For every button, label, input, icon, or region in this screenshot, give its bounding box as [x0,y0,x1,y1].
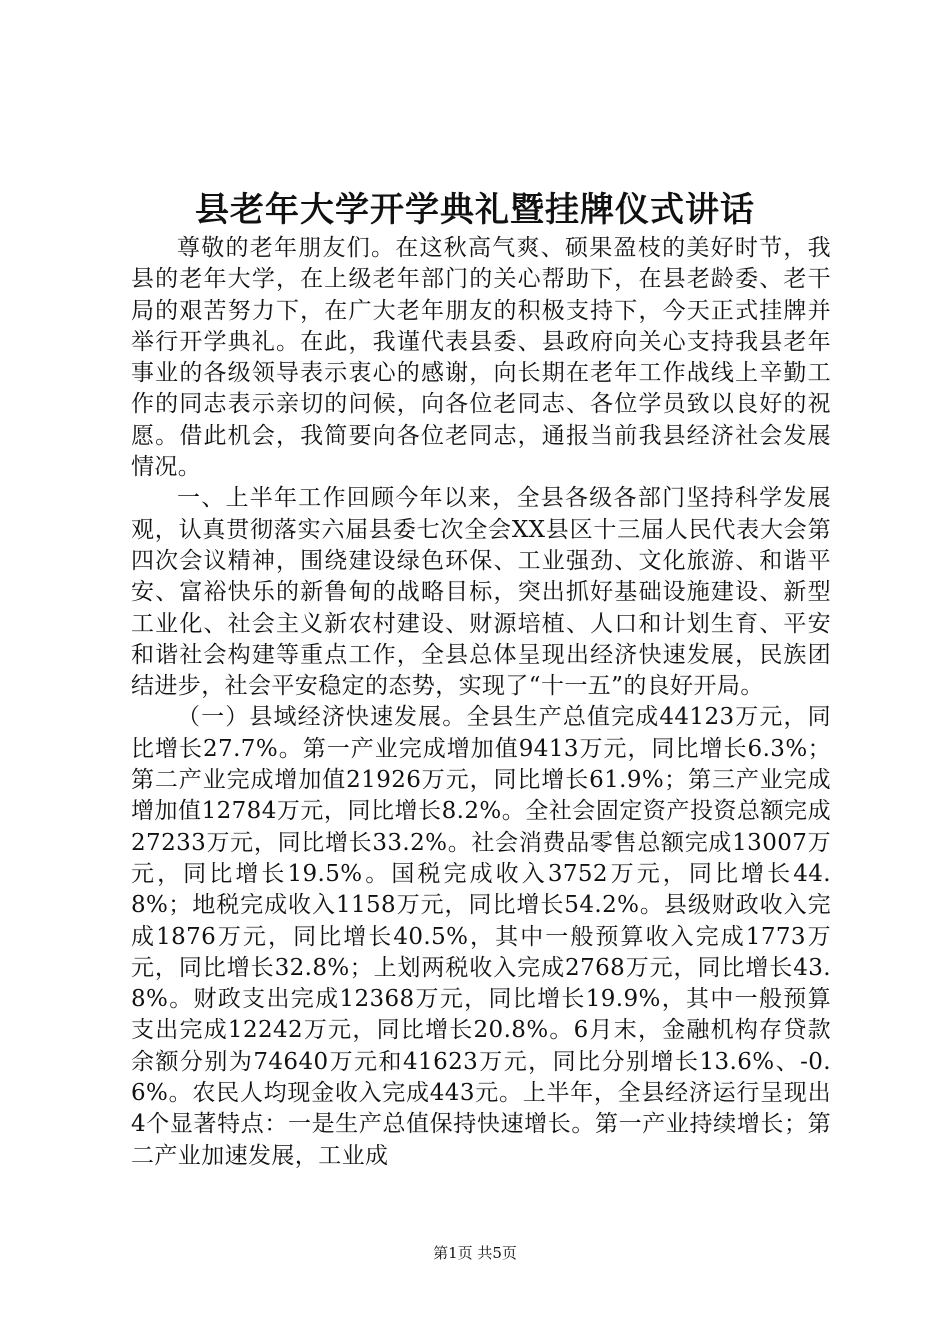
document-body [131,233,831,1172]
paragraph-greeting: 尊敬的老年朋友们。在这秋高气爽、硕果盈枝的美好时节，我县的老年大学，在上级老年部门的关心帮助下，在县老龄委、老干局的艰苦努力下，在广大老年朋友的积极支持下，今天正式挂牌并举行开学典礼。在此，我谨代表县委、县政府向关心支持我县老年事业的各级领导表示衷心的感谢，向长期在老年工作战线上辛勤工作的同志表示亲切的问候，向各位老同志、各位学员致以良好的祝愿。借此机会，我简要向各位老同志，通报当前我县经济社会发展情况。 [131,235,831,481]
page-number: 第1页 共5页 [433,1244,517,1262]
document-title: 县老年大学开学典礼暨挂牌仪式讲话 [195,190,755,230]
paragraph-review: 一、上半年工作回顾今年以来，全县各级各部门坚持科学发展观，认真贯彻落实六届县委七次全会XX县区十三届人民代表大会第四次会议精神，围绕建设绿色环保、工业强劲、文化旅游、和谐平安、富裕快乐的新鲁甸的战略目标，突出抓好基础设施建设、新型工业化、社会主义新农村建设、财源培植、人口和计划生育、平安和谐社会构建等重点工作，全县总体呈现出经济快速发展，民族团结进步，社会平安稳定的态势，实现了“十一五”的良好开局。 [131,485,831,700]
paragraph-economy: （一）县域经济快速发展。全县生产总值完成44123万元，同比增长27.7%。第一产业完成增加值9413万元，同比增长6.3%；第二产业完成增加值21926万元，同比增长61.9%；第三产业完成增加值12784万元，同比增长8.2%。全社会固定资产投资总额完成27233万元，同比增长33.2%。社会消费品零售总额完成13007万元，同比增长19.5%。国税完成收入3752万元，同比增长44.8%；地税完成收入1158万元，同比增长54.2%。县级财政收入完成1876万元，同比增长40.5%，其中一般预算收入完成1773万元，同比增长32.8%；上划两税收入完成2768万元，同比增长43.8%。财政支出完成12368万元，同比增长19.9%，其中一般预算支出完成12242万元，同比增长20.8%。6月末，金融机构存贷款余额分别为74640万元和41623万元，同比分别增长13.6%、-0.6%。农民人均现金收入完成443元。上半年，全县经济运行呈现出4个显著特点：一是生产总值保持快速增长。第一产业持续增长；第二产业加速发展，工业成 [131,704,831,1169]
